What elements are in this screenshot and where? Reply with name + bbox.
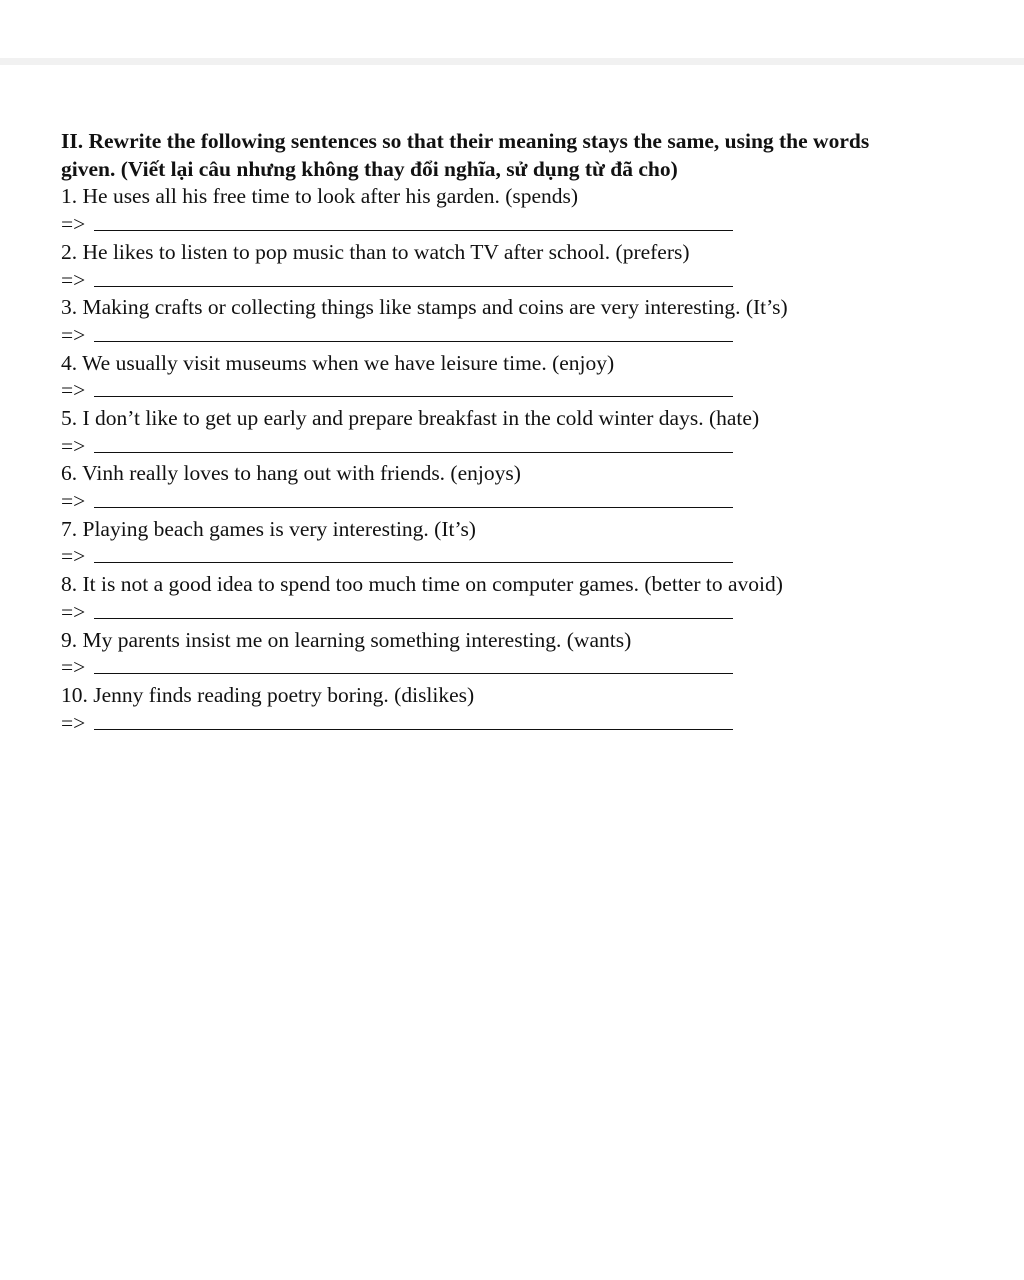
answer-line-8 bbox=[61, 599, 981, 627]
answer-blank[interactable] bbox=[94, 327, 733, 342]
answer-line-7 bbox=[61, 543, 981, 571]
answer-arrow: => bbox=[61, 544, 86, 569]
exercise-heading-line-2: given. (Viết lại câu nhưng không thay đổi nghĩa, sử dụng từ đã cho) bbox=[61, 156, 678, 181]
answer-arrow: => bbox=[61, 710, 86, 735]
answer-arrow: => bbox=[61, 267, 86, 292]
question-1: 1. He uses all his free time to look after his garden. (spends) bbox=[61, 184, 579, 209]
answer-blank[interactable] bbox=[94, 715, 733, 730]
answer-line-5 bbox=[61, 433, 981, 461]
answer-blank[interactable] bbox=[94, 382, 733, 397]
question-5: 5. I don’t like to get up early and prepare breakfast in the cold winter days. (hate) bbox=[61, 405, 760, 430]
answer-arrow: => bbox=[61, 655, 86, 680]
answer-arrow: => bbox=[61, 489, 86, 514]
answer-line-10 bbox=[61, 710, 981, 738]
answer-line-9 bbox=[61, 654, 981, 682]
answer-line-4 bbox=[61, 377, 981, 405]
answer-line-3 bbox=[61, 322, 981, 350]
answer-arrow: => bbox=[61, 212, 86, 237]
answer-arrow: => bbox=[61, 599, 86, 624]
answer-line-6 bbox=[61, 488, 981, 516]
answer-blank[interactable] bbox=[94, 493, 733, 508]
question-9: 9. My parents insist me on learning something interesting. (wants) bbox=[61, 627, 632, 652]
answer-line-1 bbox=[61, 211, 981, 239]
exercise-heading-line-1: II. Rewrite the following sentences so that their meaning stays the same, using the words bbox=[61, 129, 870, 153]
question-10: 10. Jenny finds reading poetry boring. (dislikes) bbox=[61, 682, 475, 707]
answer-arrow: => bbox=[61, 433, 86, 458]
top-margin bbox=[0, 0, 1024, 58]
question-7: 7. Playing beach games is very interesting. (It’s) bbox=[61, 516, 476, 541]
answer-blank[interactable] bbox=[94, 659, 733, 674]
exercise-sheet bbox=[61, 128, 981, 737]
answer-arrow: => bbox=[61, 322, 86, 347]
question-8: 8. It is not a good idea to spend too much time on computer games. (better to avoid) bbox=[61, 572, 783, 597]
top-separator bbox=[0, 58, 1024, 65]
question-3: 3. Making crafts or collecting things like stamps and coins are very interesting. (It’s) bbox=[61, 295, 788, 320]
question-6: 6. Vinh really loves to hang out with friends. (enjoys) bbox=[61, 461, 521, 486]
question-2: 2. He likes to listen to pop music than to watch TV after school. (prefers) bbox=[61, 239, 690, 264]
answer-blank[interactable] bbox=[94, 548, 733, 563]
answer-line-2 bbox=[61, 267, 981, 295]
answer-blank[interactable] bbox=[94, 272, 733, 287]
answer-blank[interactable] bbox=[94, 438, 733, 453]
answer-arrow: => bbox=[61, 378, 86, 403]
question-4: 4. We usually visit museums when we have leisure time. (enjoy) bbox=[61, 350, 615, 375]
answer-blank[interactable] bbox=[94, 216, 733, 231]
answer-blank[interactable] bbox=[94, 604, 733, 619]
